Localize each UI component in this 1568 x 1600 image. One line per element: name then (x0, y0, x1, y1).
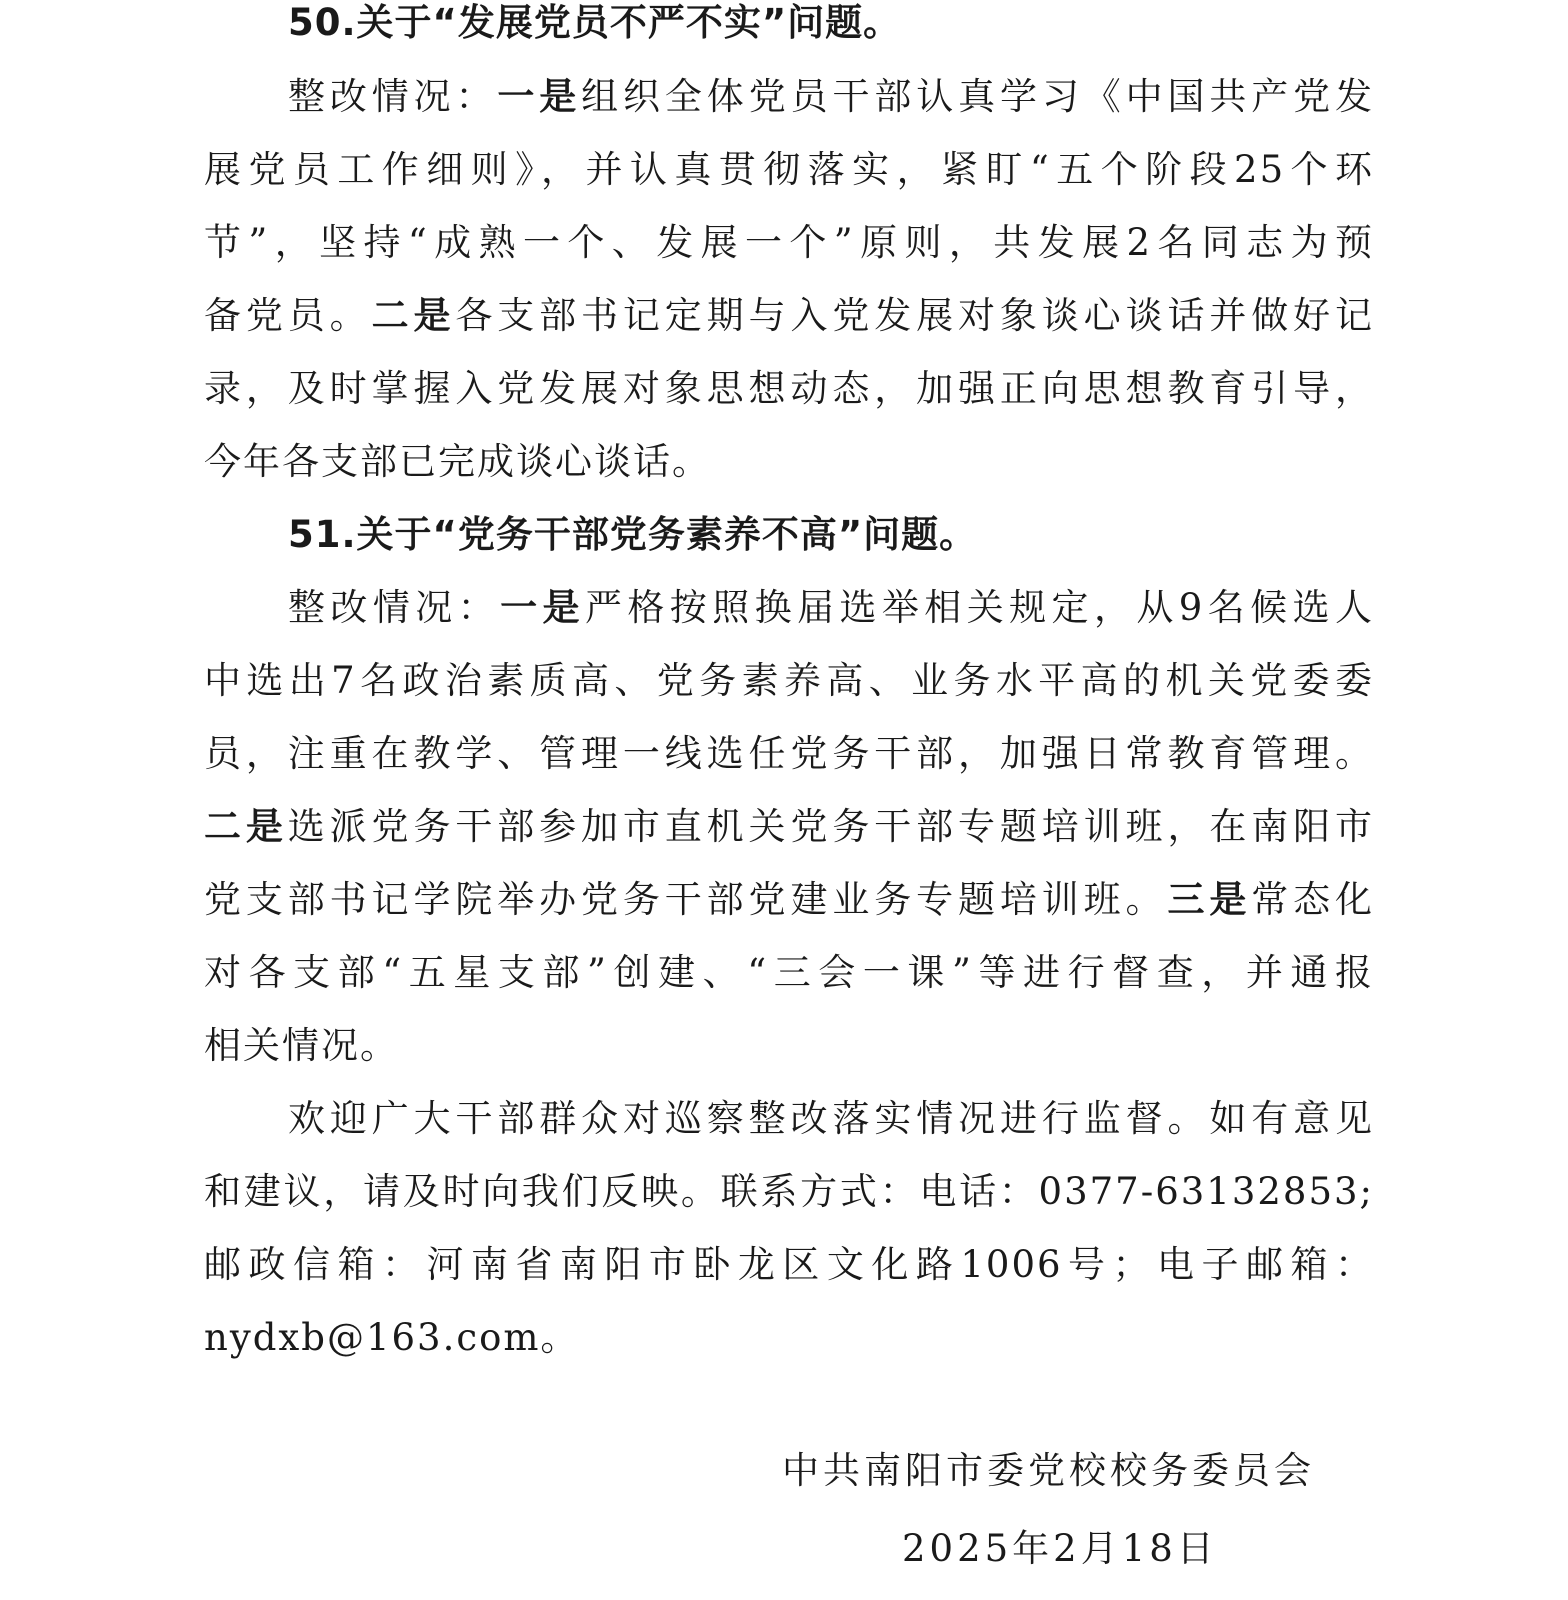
paragraph-line: 节”，坚持“成熟一个、发展一个”原则，共发展2名同志为预 (204, 221, 1374, 264)
line-text: 各支部书记定期与入党发展对象谈心谈话并做好记 (455, 294, 1375, 337)
paragraph-line: 对各支部“五星支部”创建、“三会一课”等进行督查，并通报 (204, 951, 1374, 994)
lead-text: 整改情况： (288, 586, 501, 629)
line-text: 组织全体党员干部认真学习《中国共产党发 (581, 75, 1375, 118)
closing-line: 欢迎广大干部群众对巡察整改落实情况进行监督。如有意见 (288, 1097, 1374, 1140)
line-text: 备党员。 (204, 294, 372, 337)
line-text: 党支部书记学院举办党务干部党建业务专题培训班。 (204, 878, 1168, 921)
paragraph-line: 中选出7名政治素质高、党务素养高、业务水平高的机关党委委 (204, 659, 1374, 702)
signature-date: 2025年2月18日 (902, 1527, 1218, 1570)
line-text: 常态化 (1251, 878, 1375, 921)
bold-marker: 一是 (500, 586, 585, 629)
paragraph-line: 相关情况。 (204, 1024, 399, 1067)
signature-org: 中共南阳市委党校校务委员会 (782, 1449, 1315, 1492)
bold-marker: 三是 (1167, 878, 1252, 921)
paragraph-line (204, 571, 1374, 645)
lead-text: 整改情况： (288, 75, 498, 118)
paragraph-line (204, 790, 1374, 864)
paragraph-line: 员，注重在教学、管理一线选任党务干部，加强日常教育管理。 (204, 732, 1374, 775)
closing-email: nydxb@163.com。 (204, 1316, 580, 1359)
line-text: 严格按照换届选举相关规定，从9名候选人 (584, 586, 1375, 629)
paragraph-line (204, 863, 1374, 937)
paragraph-line (204, 60, 1374, 134)
bold-marker: 二是 (371, 294, 456, 337)
paragraph-line: 今年各支部已完成谈心谈话。 (204, 440, 711, 483)
bold-marker: 二是 (204, 805, 288, 848)
paragraph-line (204, 279, 1374, 353)
paragraph-line: 录，及时掌握入党发展对象思想动态，加强正向思想教育引导， (204, 367, 1374, 410)
line-text: 选派党务干部参加市直机关党务干部专题培训班，在南阳市 (287, 805, 1375, 848)
paragraph-line: 展党员工作细则》，并认真贯彻落实，紧盯“五个阶段25个环 (204, 148, 1374, 191)
closing-line: 邮政信箱：河南省南阳市卧龙区文化路1006号；电子邮箱： (204, 1243, 1374, 1286)
closing-line: 和建议，请及时向我们反映。联系方式：电话：0377-63132853; (204, 1170, 1374, 1213)
section-heading-51: 51.关于“党务干部党务素养不高”问题。 (288, 513, 978, 556)
section-heading-50: 50.关于“发展党员不严不实”问题。 (288, 1, 902, 44)
bold-marker: 一是 (497, 75, 582, 118)
